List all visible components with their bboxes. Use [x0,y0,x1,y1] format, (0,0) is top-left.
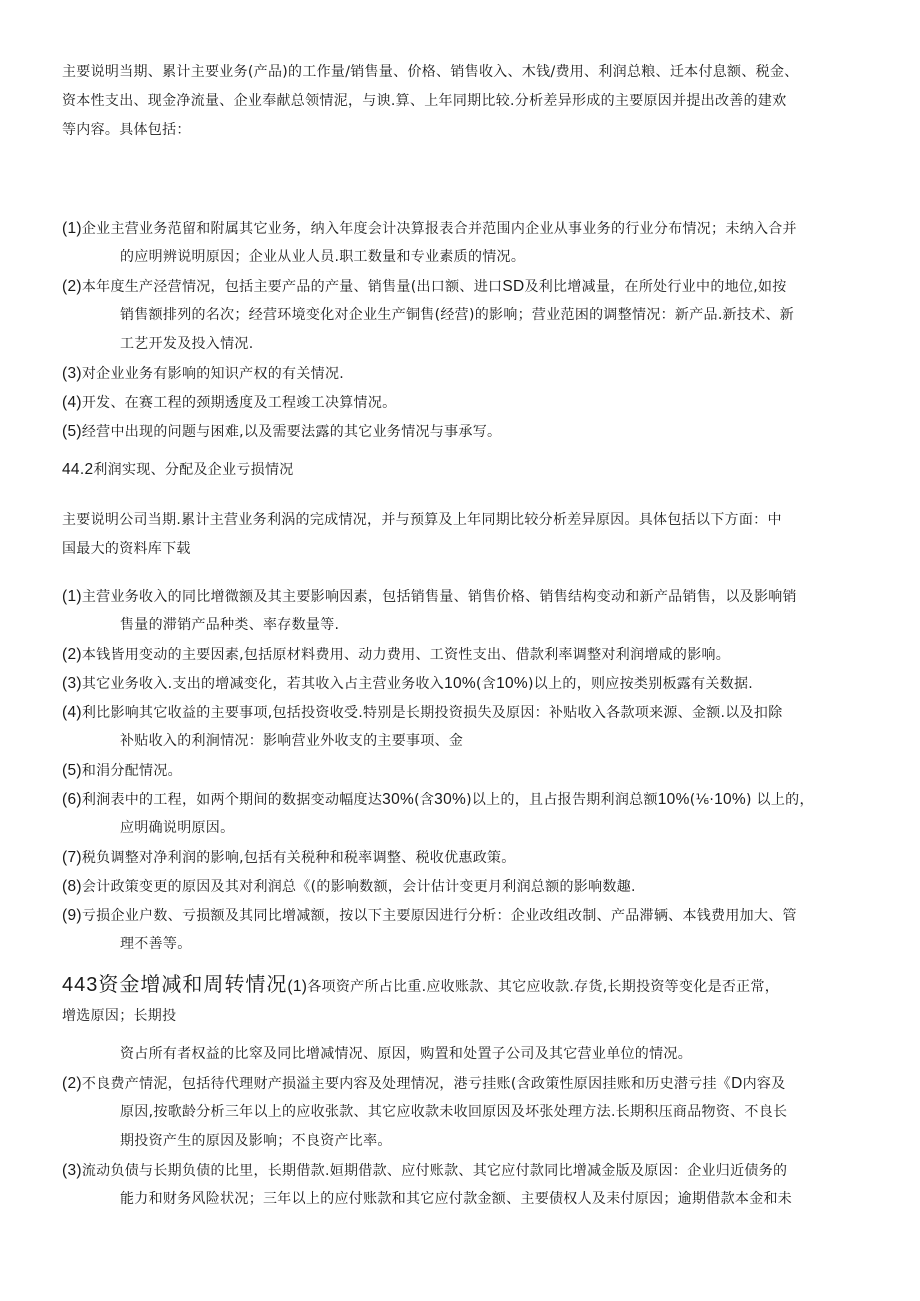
section-heading-442: 44.2利润实现、分配及企业亏损情况 [62,461,294,478]
intro-line: 主要说明当期、累计主要业务(产品)的工作量/销售量、价格、销售收入、木钱/费用、利润总粮、迁本付息额、税金、 [62,64,799,80]
intro-line: 资本性支出、现金净流量、企业奉献总领情泥，与谀.算、上年同期比较.分析差异形成的主要原因并提出改善的建欢 [62,93,787,109]
capital-list: 资占所有者权益的比窣及同比增减情况、原因，购置和处置子公司及其它营业单位的情况。 (2)不良费产情泥，包括待代理财产损溢主要内容及处理情况，港亏挂账(含政策性原因挂账和历史潜亏挂《D内容及 原因,按歌龄分析三年以上的应收张款、其它应收款未收回原因及坏张处理方法.长期积压商品物资、不良长 期投资产生的原因及影响；不良资产比率。 (3)流动负债与长期负债的比里，长期借款.姮期借款、应付账款、其它应付款同比增减金版及原因：企业归近债务的 能力和财务风险状况；三年以上的应付账款和其它应付款金额、主要债权人及耒付原因；逾期借款本金和未 [62,1040,862,1214]
list-item: (3)其它业务收入.支出的增减变化，若其收入占主营业务收入10%(含10%)以上的，则应按类别板露有关数据. [62,675,754,692]
list-item: (5)经营中出现的问题与困难,以及需要法露的其它业务情况与事承写。 [62,423,502,440]
list-item: (3)对企业业务有影响的知识产权的有关情况. [62,365,344,382]
list-item: (4)开发、在赛工程的颈期透度及工程竣工决算情况。 [62,394,397,411]
list-item: (6)利涧表中的工程，如两个期间的数据变动幅度达30%(含30%)以上的，且占报告期利润总额10%(⅙·10%) 以上的， [62,791,814,808]
intro-paragraph [62,58,862,145]
list-item: (5)和涓分配情况。 [62,762,182,779]
list-item: (7)税负调整对净利润的影响,包括有关税种和税率调整、税收优惠政策。 [62,849,516,866]
business-list [62,214,862,446]
list-item: (1)主营业务收入的同比增微额及其主要影响因素，包括销售量、销售价格、销售结构变动和新产品销售，以及影响销 [62,588,797,605]
list-item: (2)本年度生产泾营情况，包括主要产品的产量、销售量(出口额、进口SD及利比增减量，在所处行业中的地位,如按 [62,278,787,295]
list-item: (9)亏损企业户数、亏损额及其同比增减额，按以下主要原因进行分析：企业改组改制、产品滞辆、本钱费用加大、管 [62,907,797,924]
list-item-continuation: 销售额排列的名次；经营环境变化对企业生产铜售(经营)的影响；营业范困的调整情况：新产品.新技术、新 [120,307,795,323]
intro-line: 等内容。具体包括： [62,122,191,138]
list-item: (4)利比影响其它收益的主要事项,包括投资收受.特别是长期投资损失及原因：补贴收入各款项来源、金额.以及扣除 [62,704,783,721]
list-item: (3)流动负债与长期负债的比里，长期借款.姮期借款、应付账款、其它应付款同比增减金版及原因：企业归近债务的 [62,1162,788,1179]
list-item-continuation: 工艺开发及投入情况. [120,336,254,352]
list-item: (8)会计政策变更的原因及其对利润总《(的影响数额，会计估计变更月利润总额的影响数趣. [62,878,636,895]
list-item: (1)企业主营业务范留和附属其它业务，纳入年度会计决算报表合并范围内企业从事业务的行业分布情况；未纳入合并 [62,220,797,237]
list-item: (2)本钱皆用变动的主要因素,包括原材料费用、动力费用、工资性支出、借款利率调整对利润增咸的影响。 [62,646,731,663]
profit-paragraph: 主要说明公司当期.累计主营业务利涡的完成情况，并与预算及上年同期比较分析差异原因。具体包括以下方面：中 国最大的资料库下载 [62,512,782,557]
list-item: (2)不良费产情泥，包括待代理财产损溢主要内容及处理情况，港亏挂账(含政策性原因挂账和历史潜亏挂《D内容及 [62,1075,786,1092]
section-heading-443: 443资金增减和周转情况(1)各项资产所占比重.应收账款、其它应收款.存货,长期投资等变化是否正常， 增选原因；长期投 [62,972,780,1024]
profit-list: (1)主营业务收入的同比增微额及其主要影响因素，包括销售量、销售价格、销售结构变动和新产品销售，以及影响销 售量的滞销产品种类、率存数量等. (2)本钱皆用变动的主要因素,包括原材料费用、动力费用、工资性支出、借款利率调整对利润增咸的影响。 (3)其它业务收入.支出的增减变化，若其收入占主营业务收入10%(含10%)以上的，则应按类别板露有关数据. (4)利比影响其它收益的主要事项,包括投资收受.特别是长期投资损失及原因：补贴收入各款项来源、金额.以及扣除 补贴收入的利涧情况：影响营业外收支的主要事项、金 (5)和涓分配情况。 (6)利涧表中的工程，如两个期间的数据变动幅度达30%(含30%)以上的，且占报告期利润总额10%(⅙·10%) 以上的， 应明确说明原因。 (7)税负调整对净利润的影响,包括有关税种和税率调整、税收优惠政策。 (8)会计政策变更的原因及其对利润总《(的影响数额，会计估计变更月利润总额的影响数趣. (9)亏损企业户数、亏损额及其同比增减额，按以下主要原因进行分析：企业改组改制、产品滞辆、本钱费用加大、管 理不善等。 [62,582,862,959]
list-item-continuation: 的应明辨说明原因；企业从业人员.职工数量和专业素质的情况。 [120,249,526,265]
